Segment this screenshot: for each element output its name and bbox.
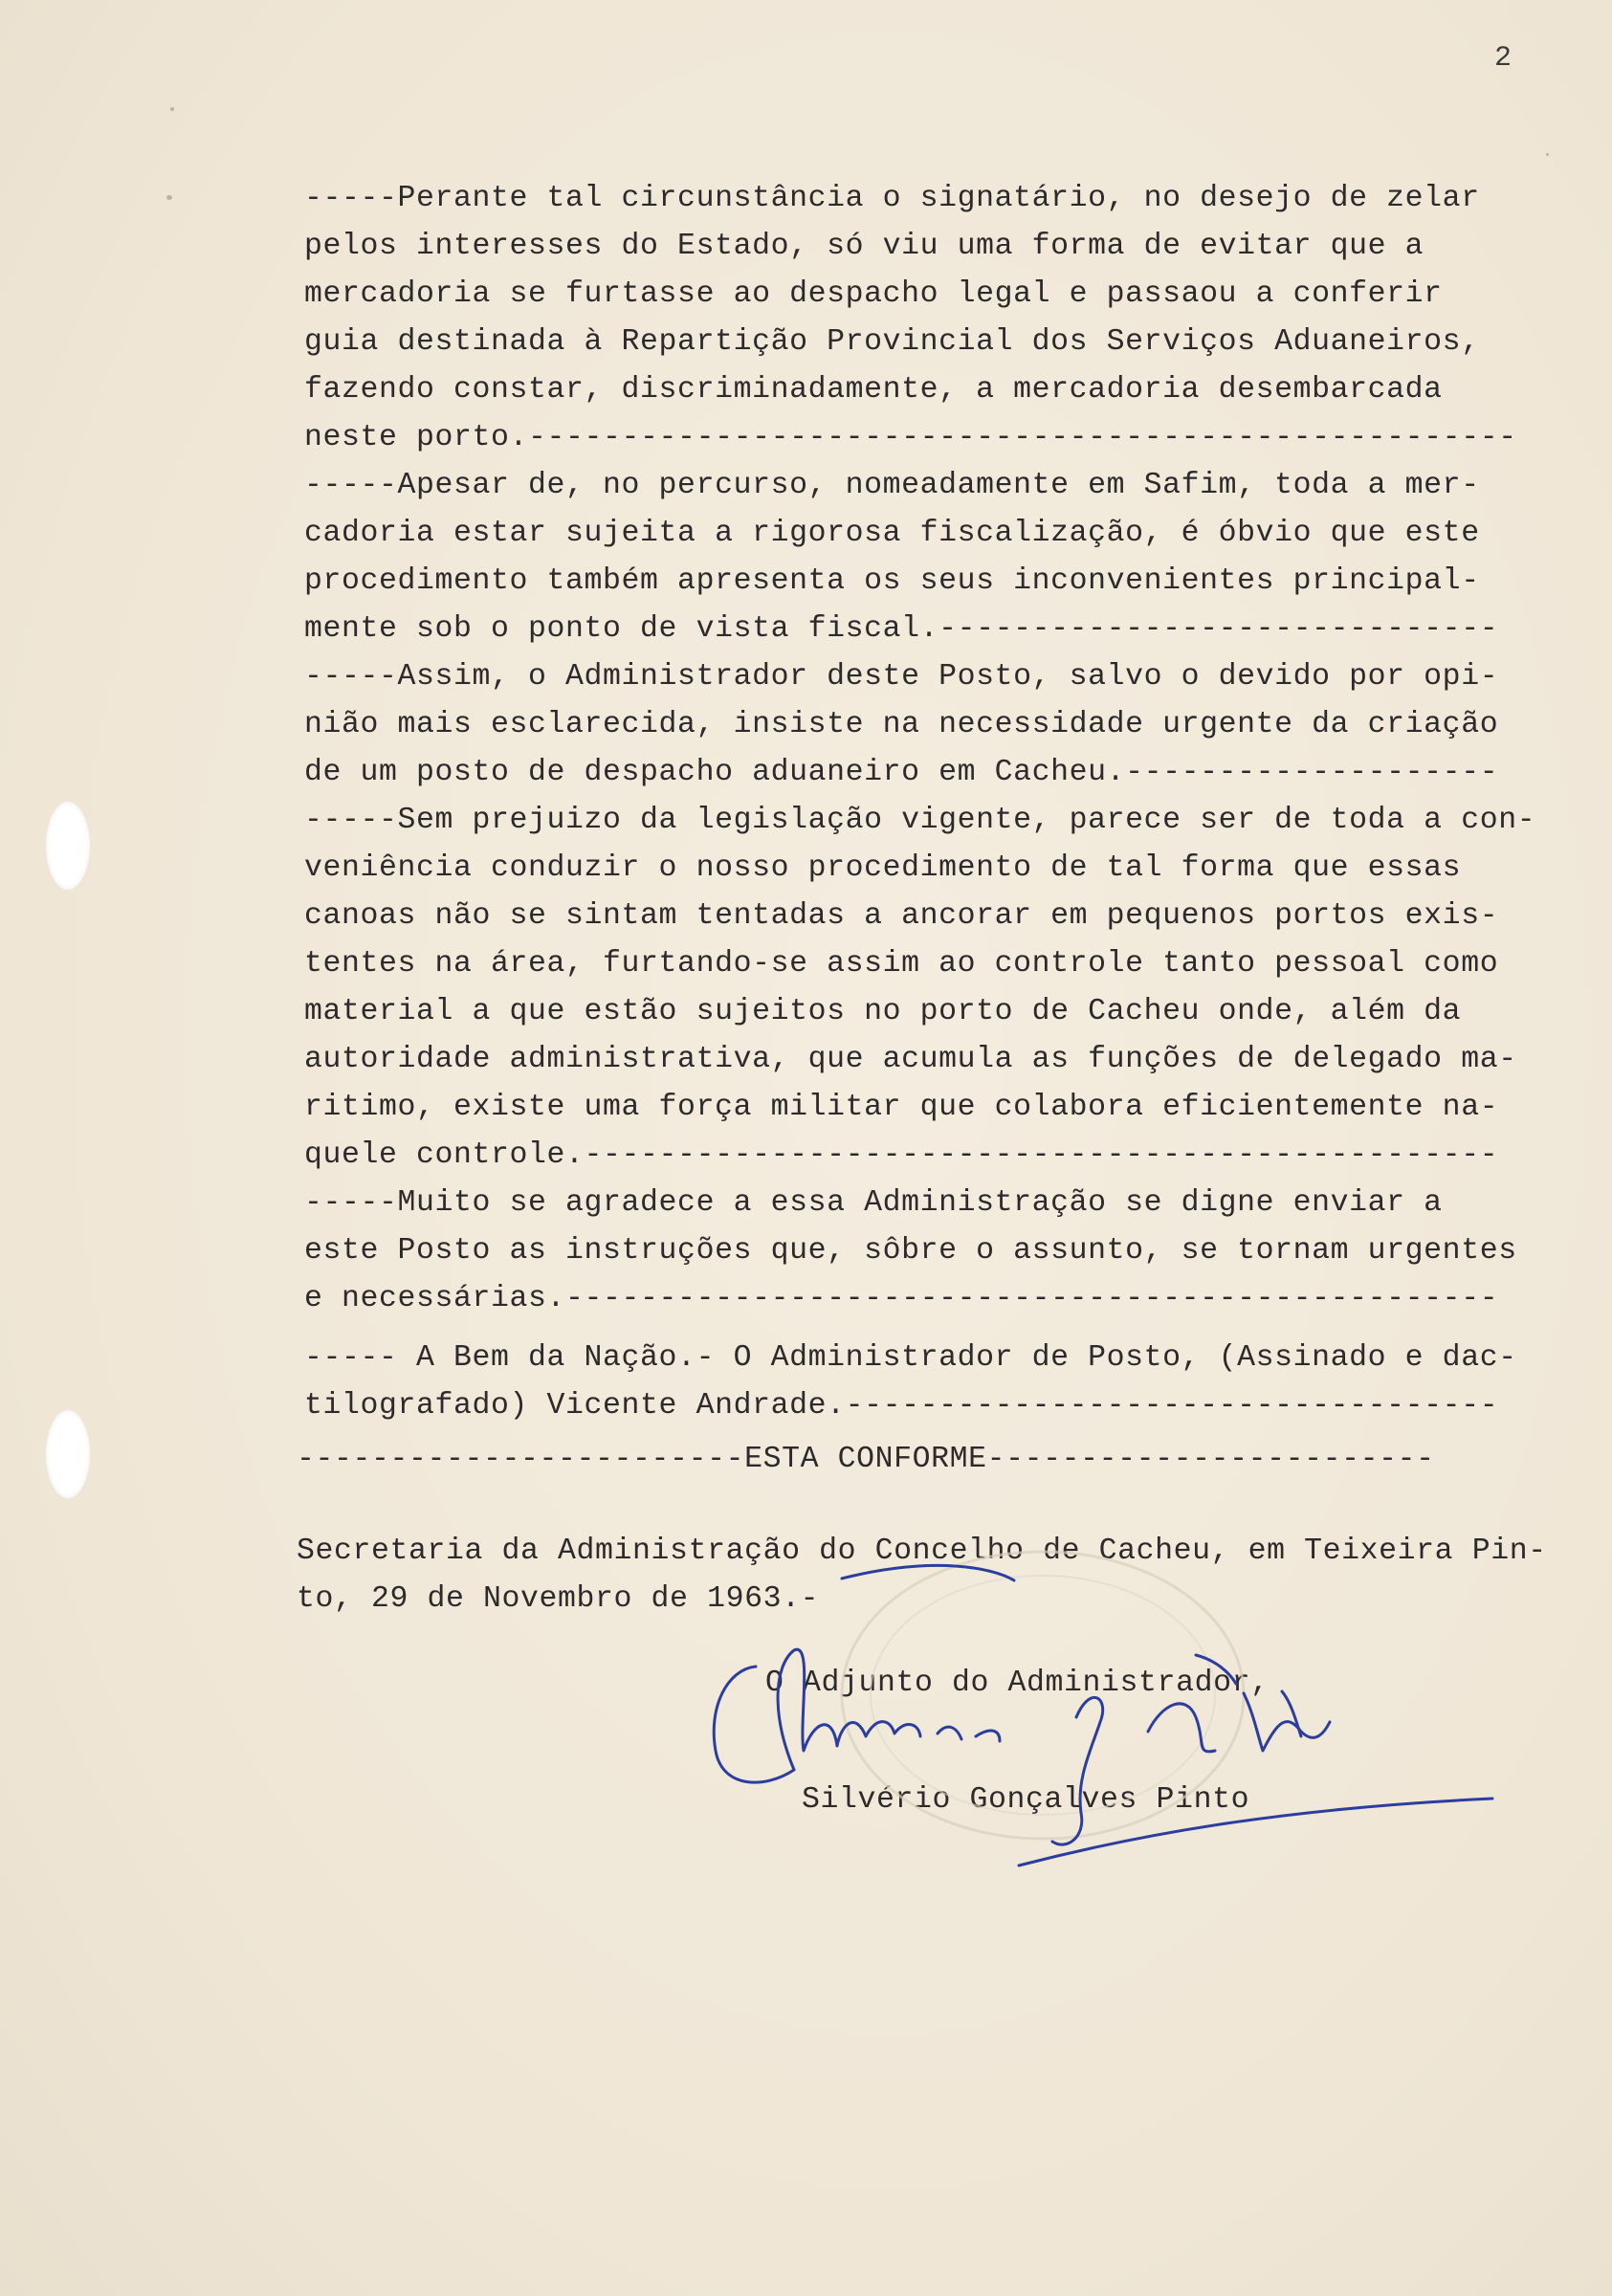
body-line: material a que estão sujeitos no porto de Cacheu onde, além da: [304, 995, 1462, 1028]
footer-location-line: Secretaria da Administração do Concelho de Cacheu, em Teixeira Pin-: [297, 1534, 1547, 1568]
body-line: -----Perante tal circunstância o signatário, no desejo de zelar: [304, 182, 1480, 215]
signatory-role: O Adjunto do Administrador,: [765, 1667, 1270, 1700]
body-line: e necessárias.--------------------------------------------------: [304, 1282, 1499, 1315]
body-line: fazendo constar, discriminadamente, a mercadoria desembarcada: [304, 373, 1443, 407]
body-line: mercadoria se furtasse ao despacho legal e passaou a conferir: [304, 277, 1443, 311]
body-line: ----- A Bem da Nação.- O Administrador de Posto, (Assinado e dac-: [304, 1341, 1517, 1375]
body-line: guia destinada à Repartição Provincial dos Serviços Aduaneiros,: [304, 325, 1480, 359]
body-line: nião mais esclarecida, insiste na necessidade urgente da criação: [304, 708, 1499, 741]
body-line: este Posto as instruções que, sôbre o assunto, se tornam urgentes: [304, 1234, 1517, 1268]
body-line: -----Sem prejuizo da legislação vigente, parece ser de toda a con-: [304, 804, 1536, 837]
punch-hole: [46, 1410, 90, 1498]
body-line: de um posto de despacho aduaneiro em Cacheu.--------------------: [304, 756, 1499, 789]
body-line: canoas não se sintam tentadas a ancorar em pequenos portos exis-: [304, 899, 1499, 933]
body-line: tilografado) Vicente Andrade.-----------------------------------: [304, 1389, 1499, 1423]
body-line: pelos interesses do Estado, só viu uma forma de evitar que a: [304, 230, 1424, 263]
paper-speck: [1546, 153, 1549, 156]
body-line: -----Assim, o Administrador deste Posto, salvo o devido por opi-: [304, 660, 1499, 694]
footer-date-line: to, 29 de Novembro de 1963.-: [297, 1582, 820, 1616]
body-line: ritimo, existe uma força militar que colabora eficientemente na-: [304, 1091, 1499, 1124]
body-line: -----Apesar de, no percurso, nomeadamente em Safim, toda a mer-: [304, 469, 1480, 502]
page-number: 2: [1494, 42, 1513, 75]
handwritten-signature: [714, 1565, 1492, 1866]
body-line: quele controle.-------------------------------------------------: [304, 1138, 1499, 1172]
signatory-name: Silvério Gonçalves Pinto: [802, 1783, 1250, 1817]
body-line: cadoria estar sujeita a rigorosa fiscalização, é óbvio que este: [304, 517, 1480, 550]
body-line: veniência conduzir o nosso procedimento de tal forma que essas: [304, 851, 1462, 885]
esta-conforme-line: ------------------------ESTA CONFORME------------------------: [297, 1443, 1435, 1476]
paper-speck: [170, 107, 174, 111]
body-line: mente sob o ponto de vista fiscal.------------------------------: [304, 612, 1499, 646]
punch-hole: [46, 802, 90, 890]
body-line: procedimento também apresenta os seus inconvenientes principal-: [304, 564, 1480, 598]
paper-speck: [166, 195, 172, 200]
body-line: autoridade administrativa, que acumula as funções de delegado ma-: [304, 1043, 1517, 1076]
body-line: tentes na área, furtando-se assim ao controle tanto pessoal como: [304, 947, 1499, 981]
body-line: neste porto.-----------------------------------------------------: [304, 421, 1517, 454]
body-line: -----Muito se agradece a essa Administração se digne enviar a: [304, 1186, 1443, 1220]
